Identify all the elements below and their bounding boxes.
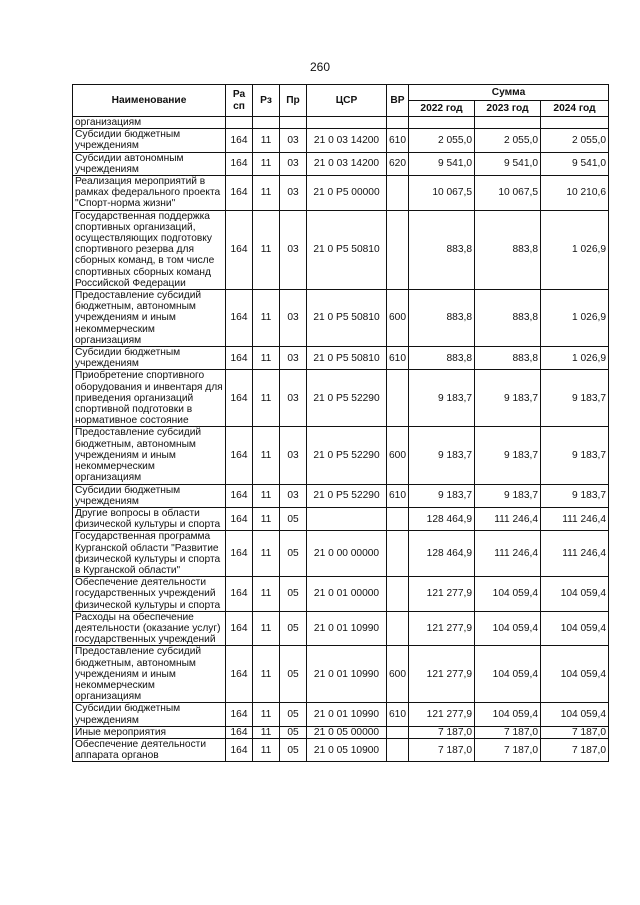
row-vr: 620 — [387, 152, 409, 175]
row-pr: 05 — [280, 703, 307, 726]
row-vr — [387, 176, 409, 211]
row-2023: 10 067,5 — [475, 176, 541, 211]
budget-table — [72, 84, 609, 762]
row-pr: 03 — [280, 370, 307, 427]
row-csr: 21 0 03 14200 — [307, 129, 387, 152]
row-rz: 11 — [253, 611, 280, 646]
table-row — [73, 347, 609, 370]
row-name: Субсидии бюджетным учреждениям — [73, 703, 226, 726]
row-2022: 9 183,7 — [409, 484, 475, 507]
row-ra: 164 — [226, 290, 253, 347]
row-2022: 121 277,9 — [409, 646, 475, 703]
row-2023: 9 183,7 — [475, 484, 541, 507]
row-csr: 21 0 00 00000 — [307, 531, 387, 577]
row-2024: 1 026,9 — [541, 290, 609, 347]
row-ra: 164 — [226, 531, 253, 577]
row-ra: 164 — [226, 646, 253, 703]
row-csr: 21 0 P5 52290 — [307, 484, 387, 507]
table-row — [73, 738, 609, 761]
header-2023: 2023 год — [475, 101, 541, 117]
row-2022: 121 277,9 — [409, 577, 475, 612]
row-2024: 9 183,7 — [541, 484, 609, 507]
row-2022: 883,8 — [409, 290, 475, 347]
row-2024: 9 541,0 — [541, 152, 609, 175]
row-pr: 03 — [280, 152, 307, 175]
table-row — [73, 427, 609, 484]
row-2022: 2 055,0 — [409, 129, 475, 152]
row-2024: 1 026,9 — [541, 210, 609, 289]
row-vr: 610 — [387, 129, 409, 152]
row-2023: 104 059,4 — [475, 703, 541, 726]
table-row — [73, 646, 609, 703]
row-vr — [387, 531, 409, 577]
row-vr — [387, 738, 409, 761]
table-row — [73, 531, 609, 577]
row-pr: 03 — [280, 427, 307, 484]
row-rz: 11 — [253, 507, 280, 530]
row-name: Государственная программа Курганской области "Развитие физической культуры и спорта в Курганской области" — [73, 531, 226, 577]
row-csr: 21 0 05 00000 — [307, 726, 387, 738]
continuation-text: организациям — [73, 117, 226, 129]
table-row — [73, 210, 609, 289]
table-row — [73, 176, 609, 211]
row-name: Приобретение спортивного оборудования и инвентаря для приведения организаций спортивной подготовки в нормативное состояние — [73, 370, 226, 427]
table-row — [73, 152, 609, 175]
row-name: Субсидии бюджетным учреждениям — [73, 347, 226, 370]
header-vr: ВР — [387, 85, 409, 117]
row-rz: 11 — [253, 427, 280, 484]
table-row — [73, 290, 609, 347]
row-name: Предоставление субсидий бюджетным, автономным учреждениям и иным некоммерческим организациям — [73, 646, 226, 703]
row-ra: 164 — [226, 507, 253, 530]
row-csr: 21 0 P5 52290 — [307, 427, 387, 484]
row-csr: 21 0 01 10990 — [307, 646, 387, 703]
table-row — [73, 507, 609, 530]
row-csr: 21 0 P5 50810 — [307, 210, 387, 289]
table-row — [73, 484, 609, 507]
row-2022: 10 067,5 — [409, 176, 475, 211]
row-ra: 164 — [226, 427, 253, 484]
row-ra: 164 — [226, 347, 253, 370]
table-row — [73, 577, 609, 612]
row-ra: 164 — [226, 611, 253, 646]
row-2022: 121 277,9 — [409, 611, 475, 646]
row-2023: 104 059,4 — [475, 646, 541, 703]
row-name: Субсидии бюджетным учреждениям — [73, 484, 226, 507]
row-2024: 104 059,4 — [541, 703, 609, 726]
row-rz: 11 — [253, 176, 280, 211]
row-pr: 05 — [280, 611, 307, 646]
row-csr: 21 0 03 14200 — [307, 152, 387, 175]
row-csr: 21 0 P5 50810 — [307, 347, 387, 370]
row-rz: 11 — [253, 577, 280, 612]
row-pr: 05 — [280, 507, 307, 530]
row-pr: 05 — [280, 531, 307, 577]
row-2022: 883,8 — [409, 347, 475, 370]
row-pr: 05 — [280, 738, 307, 761]
row-vr: 600 — [387, 427, 409, 484]
row-ra: 164 — [226, 129, 253, 152]
row-2023: 2 055,0 — [475, 129, 541, 152]
row-2023: 7 187,0 — [475, 738, 541, 761]
table-row — [73, 370, 609, 427]
row-vr: 600 — [387, 646, 409, 703]
header-name: Наименование — [73, 85, 226, 117]
row-csr: 21 0 P5 00000 — [307, 176, 387, 211]
row-pr: 03 — [280, 484, 307, 507]
row-2023: 104 059,4 — [475, 577, 541, 612]
table-row — [73, 703, 609, 726]
row-2024: 104 059,4 — [541, 577, 609, 612]
row-csr: 21 0 P5 50810 — [307, 290, 387, 347]
row-name: Обеспечение деятельности государственных учреждений физической культуры и спорта — [73, 577, 226, 612]
row-2024: 9 183,7 — [541, 370, 609, 427]
row-rz: 11 — [253, 129, 280, 152]
row-2024: 7 187,0 — [541, 738, 609, 761]
row-vr — [387, 611, 409, 646]
table-row — [73, 611, 609, 646]
row-rz: 11 — [253, 210, 280, 289]
row-2023: 9 541,0 — [475, 152, 541, 175]
row-ra: 164 — [226, 370, 253, 427]
row-name: Обеспечение деятельности аппарата органов — [73, 738, 226, 761]
row-vr — [387, 210, 409, 289]
row-pr: 03 — [280, 347, 307, 370]
row-pr: 03 — [280, 176, 307, 211]
row-2024: 111 246,4 — [541, 531, 609, 577]
row-vr — [387, 370, 409, 427]
row-ra: 164 — [226, 738, 253, 761]
row-rz: 11 — [253, 290, 280, 347]
row-2022: 9 183,7 — [409, 370, 475, 427]
row-2023: 9 183,7 — [475, 427, 541, 484]
header-pr: Пр — [280, 85, 307, 117]
row-2023: 104 059,4 — [475, 611, 541, 646]
row-2023: 7 187,0 — [475, 726, 541, 738]
row-name: Реализация мероприятий в рамках федерального проекта "Спорт-норма жизни" — [73, 176, 226, 211]
row-csr — [307, 507, 387, 530]
page-number: 260 — [309, 60, 331, 74]
table-row — [73, 726, 609, 738]
row-2023: 883,8 — [475, 347, 541, 370]
row-ra: 164 — [226, 152, 253, 175]
row-rz: 11 — [253, 484, 280, 507]
row-2022: 9 541,0 — [409, 152, 475, 175]
header-sum: Сумма — [409, 85, 609, 101]
row-2022: 883,8 — [409, 210, 475, 289]
row-name: Иные мероприятия — [73, 726, 226, 738]
row-ra: 164 — [226, 577, 253, 612]
row-name: Субсидии автономным учреждениям — [73, 152, 226, 175]
row-pr: 03 — [280, 129, 307, 152]
row-vr: 610 — [387, 703, 409, 726]
row-2024: 9 183,7 — [541, 427, 609, 484]
header-2024: 2024 год — [541, 101, 609, 117]
row-pr: 05 — [280, 577, 307, 612]
row-vr: 610 — [387, 347, 409, 370]
header-rz: Рз — [253, 85, 280, 117]
header-ra: Ра сп — [226, 85, 253, 117]
row-rz: 11 — [253, 152, 280, 175]
row-name: Другие вопросы в области физической культуры и спорта — [73, 507, 226, 530]
row-vr — [387, 726, 409, 738]
row-2023: 9 183,7 — [475, 370, 541, 427]
row-rz: 11 — [253, 726, 280, 738]
row-csr: 21 0 05 10900 — [307, 738, 387, 761]
row-rz: 11 — [253, 738, 280, 761]
row-vr — [387, 507, 409, 530]
row-2023: 111 246,4 — [475, 531, 541, 577]
row-vr — [387, 577, 409, 612]
table-body — [73, 117, 609, 762]
row-csr: 21 0 01 10990 — [307, 611, 387, 646]
row-2023: 883,8 — [475, 290, 541, 347]
header-csr: ЦСР — [307, 85, 387, 117]
row-csr: 21 0 01 00000 — [307, 577, 387, 612]
row-name: Расходы на обеспечение деятельности (оказание услуг) государственных учреждений — [73, 611, 226, 646]
row-name: Государственная поддержка спортивных организаций, осуществляющих подготовку спортивного резерва для сборных команд, в том числе спортивных сборных команд Российской Федерации — [73, 210, 226, 289]
row-ra: 164 — [226, 484, 253, 507]
row-2024: 104 059,4 — [541, 611, 609, 646]
row-2024: 104 059,4 — [541, 646, 609, 703]
row-2024: 7 187,0 — [541, 726, 609, 738]
row-2024: 1 026,9 — [541, 347, 609, 370]
row-2022: 128 464,9 — [409, 531, 475, 577]
row-ra: 164 — [226, 703, 253, 726]
header-2022: 2022 год — [409, 101, 475, 117]
row-csr: 21 0 01 10990 — [307, 703, 387, 726]
row-rz: 11 — [253, 646, 280, 703]
row-2022: 121 277,9 — [409, 703, 475, 726]
row-pr: 05 — [280, 726, 307, 738]
row-ra: 164 — [226, 176, 253, 211]
row-rz: 11 — [253, 703, 280, 726]
row-vr: 610 — [387, 484, 409, 507]
row-2024: 111 246,4 — [541, 507, 609, 530]
row-pr: 05 — [280, 646, 307, 703]
row-vr: 600 — [387, 290, 409, 347]
row-2022: 7 187,0 — [409, 738, 475, 761]
row-rz: 11 — [253, 347, 280, 370]
row-2024: 2 055,0 — [541, 129, 609, 152]
row-2023: 111 246,4 — [475, 507, 541, 530]
row-rz: 11 — [253, 370, 280, 427]
row-ra: 164 — [226, 726, 253, 738]
row-name: Предоставление субсидий бюджетным, автономным учреждениям и иным некоммерческим организациям — [73, 427, 226, 484]
row-ra: 164 — [226, 210, 253, 289]
row-pr: 03 — [280, 290, 307, 347]
row-2022: 7 187,0 — [409, 726, 475, 738]
row-csr: 21 0 P5 52290 — [307, 370, 387, 427]
row-2022: 9 183,7 — [409, 427, 475, 484]
row-2023: 883,8 — [475, 210, 541, 289]
table-row — [73, 129, 609, 152]
continuation-row — [73, 117, 609, 129]
row-pr: 03 — [280, 210, 307, 289]
row-2024: 10 210,6 — [541, 176, 609, 211]
row-rz: 11 — [253, 531, 280, 577]
row-name: Предоставление субсидий бюджетным, автономным учреждениям и иным некоммерческим организациям — [73, 290, 226, 347]
row-2022: 128 464,9 — [409, 507, 475, 530]
row-name: Субсидии бюджетным учреждениям — [73, 129, 226, 152]
